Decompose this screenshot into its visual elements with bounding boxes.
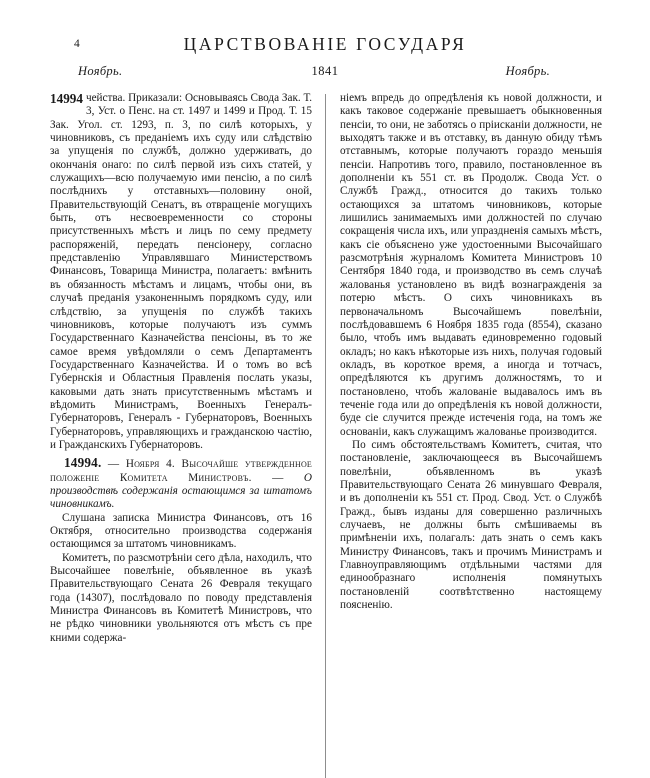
folio-number: 4 xyxy=(74,38,80,50)
entry-2-paragraph-1: Слушана записка Министра Финансовъ, отъ 16 Октября, относительно производства содержанiя остающимся за штатомъ чиновникамъ. xyxy=(50,511,312,551)
entry-2-heading xyxy=(50,456,312,511)
page-header xyxy=(44,34,606,60)
subheader-month-right: Ноябрь. xyxy=(505,64,550,78)
subheader-month-left: Ноябрь. xyxy=(78,64,123,78)
body-columns xyxy=(44,92,606,778)
entry-2-paragraph-2: Комитетъ, по разсмотрѣнiи сего дѣла, находилъ, что Высочайшее повелѣнiе, объявленное въ указѣ Правительствующаго Сената 26 Февраля текущаго года (14307), послѣдовало по поводу представленiя Министра Финансовъ въ Комитетѣ Министровъ, что не рѣдко чиновники увольняются отъ мѣстъ съ пре кними содержа- xyxy=(50,551,312,644)
running-head: ЦАРСТВОВАНIЕ ГОСУДАРЯ xyxy=(183,34,467,54)
subheader-year: 1841 xyxy=(311,64,339,78)
entry-1-paragraph xyxy=(50,92,312,452)
right-column xyxy=(340,92,602,612)
entry-2-title-roman: — Ноября 4. Высочайше утвержденное положенiе Комитета Министровъ. — xyxy=(50,458,313,484)
entry-1-body: чейства. Приказали: Основываясь Свода Зак. Т. 3, Уст. о Пенс. на ст. 1497 и 1499 и Прод. Т. 15 Зак. Угол. ст. 1293, п. 3, по силѣ которыхъ, у чиновниковъ, съ преданiемъ ихъ суду или слѣдствiю за упущенiя по службѣ, должно удерживать, до окончанiя онаго: по силѣ первой изъ сихъ статей, у служащихъ—всю получаемую ими пенсiю, а по силѣ послѣднихъ у отставныхъ—половину оной, Правительствующiй Сенатъ, въ отвращенiе могущихъ быть, отъ несвоевременности со стороны присутственныхъ мѣстъ и лицъ по сему предмету распоряженiй, передать пенсiонеру, согласно представленiю Управлявшаго Министерствомъ Финансовъ, Товарища Министра, полагаетъ: вмѣнить въ обязанность мѣстамъ и лицамъ, чтобы они, въ случаѣ преданiя узаконеннымъ порядкомъ суду, или слѣдствiю, за упущенiя по службѣ такихъ чиновниковъ, которые получаютъ изъ суммъ Государственнаго Казначейства пенсiоны, въ то же самое время увѣдомляли о семъ Департаментъ Государственнаго Казначейства. И о томъ во всѣ Губернскiя и Областныя Правленiя послать указы, каковыми дать знать присутственнымъ мѣстамъ и вѣдомить Министрамъ, Военныхъ Генералъ-Губернаторовъ, Генералъ - Губернаторовъ, Военныхъ Губернаторовъ, управляющихъ и гражданскою частiю, и Гражданскихъ Губернаторовъ. xyxy=(50,92,312,451)
entry-2-number: 14994. xyxy=(64,455,102,471)
subheader-row xyxy=(44,64,606,86)
entry-2-title-italic: О производствѣ содержанiя остающимся за штатомъ чиновникамъ. xyxy=(50,471,313,511)
column-divider xyxy=(325,94,326,778)
left-column xyxy=(50,92,312,645)
right-paragraph-2: По симъ обстоятельствамъ Комитетъ, считая, что постановленiе, заключающееся въ Высочайшемъ повелѣнiи, объявленномъ въ указѣ Правительствующаго Сената 26 минувшаго Февраля, и въ дополненiи къ 551 ст. Прод. Свод. Уст. о Службѣ Гражд., бывъ изданы для совершенно различныхъ случаевъ, не должны быть смѣшиваемы въ примѣненiи ихъ, полагалъ: дать знать о семъ какъ Министру Финансовъ, такъ и прочимъ Министрамъ и Главноуправляющимъ отдѣльными частями для единообразнаго исполненiя помянутыхъ постановленiй соотвѣтственно настоящему поясненiю. xyxy=(340,438,602,612)
entry-1-number: 14994 xyxy=(50,91,83,106)
right-paragraph-1: нiемъ впредь до опредѣленiя къ новой должности, и какъ таковое содержанiе превышаетъ обыкновенныя пенсiи, то они, не заботясь о прiисканiи должности, не выходятъ также и въ отставку, въ данную обиду тѣмъ отставнымъ, которые получаютъ гораздо меньшiя пенсiи. Напротивъ того, правило, постановленное въ дополненiи къ 551 ст. въ Продолж. Свода Уст. о Службѣ Гражд., относится до такихъ только остающихся за штатомъ чиновниковъ, которые лишились занимаемыхъ ими должностей по случаю сокращенiя числа ихъ, или упраздненiя самыхъ мѣстъ, какъ сiе объяснено уже удостоенными Высочайшаго разсмотрѣнiя журналомъ Комитета Министровъ 10 Сентября 1840 года, и производство въ семъ случаѣ жалованья установлено въ видѣ вознагражденiя за потерю мѣстъ. О сихъ чиновникахъ въ первоначальномъ Высочайшемъ повелѣнiи, послѣдовавшемъ 6 Ноября 1835 года (8554), сказано было, чтобъ имъ выдавать единовременно годовый окладъ; но какъ нѣкоторые изъ нихъ, получая годовый окладъ, въ короткое время, а иногда и тотчасъ, опредѣляются къ другимъ должностямъ, то и постановлено, чтобъ жалованiе выдавалось имъ въ теченiе года или до опредѣленiя къ новой должности, буде сiе случится прежде истеченiя года, на томъ же основанiи, какъ служащимъ жалованье производится. xyxy=(340,92,602,438)
